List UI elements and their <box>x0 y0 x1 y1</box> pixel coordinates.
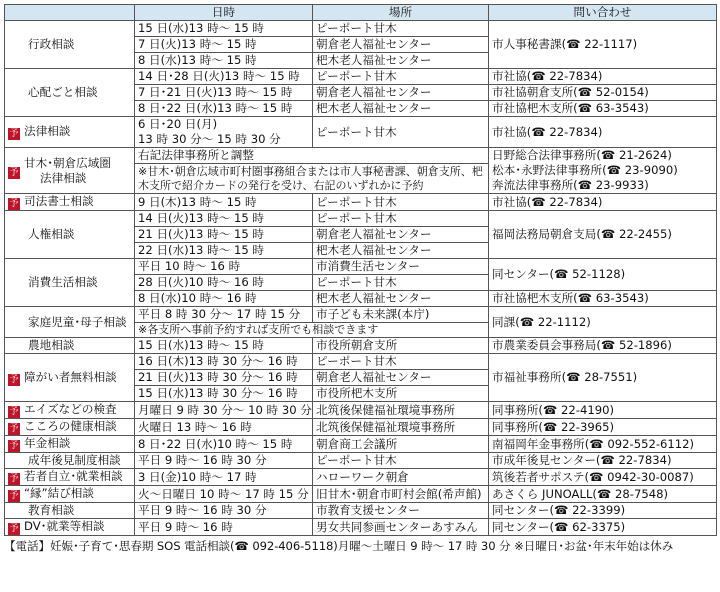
contact-cell <box>489 211 717 259</box>
contact-cell <box>489 194 717 211</box>
contact-cell <box>489 453 717 469</box>
contact-cell <box>489 117 717 148</box>
header-category <box>5 5 135 21</box>
place-cell: 朝倉老人福祉センター <box>313 37 489 53</box>
contact-cell <box>489 307 717 338</box>
reservation-badge-icon: 予 <box>9 407 19 417</box>
category-label: 人権相談 <box>28 227 75 241</box>
reservation-badge-icon: 予 <box>9 199 19 209</box>
table-row <box>5 211 717 227</box>
category-label: こころの健康相談 <box>24 419 117 433</box>
place-cell: ピーポート甘木 <box>313 194 489 211</box>
table-row <box>5 259 717 275</box>
table-row <box>5 21 717 37</box>
place-cell: ピーポート甘木 <box>313 354 489 370</box>
contact-cell <box>489 402 717 419</box>
category-cell <box>5 503 135 519</box>
date-cell: 月曜日 9 時 30 分～ 10 時 30 分 <box>135 402 313 419</box>
date-cell: 右記法律事務所と調整 <box>135 148 489 164</box>
contact-line: 日野総合法律事務所(☎ 21-2624) <box>492 148 672 162</box>
category-cell <box>5 148 135 194</box>
contact-cell <box>489 354 717 402</box>
category-label: 年金相談 <box>24 436 71 450</box>
category-label: 若者自立･就業相談 <box>24 469 123 483</box>
table-row <box>5 69 717 85</box>
table-row <box>5 354 717 370</box>
place-cell: 男女共同参画センターあすみん <box>313 519 489 536</box>
reservation-badge-icon: 予 <box>9 168 19 178</box>
contact-cell: 市社協杷木支所(☎ 63-3543) <box>489 101 717 117</box>
header-contact: 問い合わせ <box>489 5 717 21</box>
reservation-badge-icon: 予 <box>9 424 19 434</box>
contact-line: 筑後若者サポステ(☎ 0942-30-0087) <box>492 469 694 484</box>
date-line: 6 日･20 日(月) <box>138 117 218 131</box>
category-cell <box>5 338 135 354</box>
date-cell: 22 日(水)13 時～ 15 時 <box>135 243 313 259</box>
date-cell: 15 日(水)13 時～ 15 時 <box>135 21 313 37</box>
table-row <box>5 469 717 486</box>
contact-line: 奔流法律事務所(☎ 23-9933) <box>492 178 649 192</box>
contact-line: 同事務所(☎ 22-3965) <box>492 419 614 434</box>
date-cell: 3 日(金)10 時～ 17 時 <box>135 469 313 486</box>
place-cell: ピーポート甘木 <box>313 275 489 291</box>
category-cell <box>5 194 135 211</box>
contact-line: 同課(☎ 22-1112) <box>492 314 591 329</box>
category-cell <box>5 519 135 536</box>
date-line: 13 時 30 分～ 15 時 30 分 <box>138 132 281 146</box>
category-cell <box>5 211 135 259</box>
table-row <box>5 486 717 503</box>
place-cell: 朝倉商工会議所 <box>313 436 489 453</box>
reservation-badge-icon: 予 <box>9 441 19 451</box>
contact-cell: 市社協杷木支所(☎ 63-3543) <box>489 291 717 307</box>
category-label: エイズなどの検査 <box>24 402 117 416</box>
table-row <box>5 402 717 419</box>
place-cell: 旧甘木･朝倉市町村会館(希声館) <box>313 486 489 503</box>
table-row <box>5 117 717 148</box>
place-cell: 朝倉老人福祉センター <box>313 85 489 101</box>
date-cell: 8 日(水)10 時～ 16 時 <box>135 291 313 307</box>
date-cell: 28 日(火)10 時～ 16 時 <box>135 275 313 291</box>
place-cell: 市役所朝倉支所 <box>313 338 489 354</box>
date-cell: 8 日(水)13 時～ 15 時 <box>135 53 313 69</box>
category-label-line: 甘木･朝倉広域圏 <box>24 155 111 170</box>
place-cell: 杷木老人福祉センター <box>313 101 489 117</box>
place-cell: 杷木老人福祉センター <box>313 291 489 307</box>
table-row <box>5 419 717 436</box>
header-date: 日時 <box>135 5 313 21</box>
footer-note: 【電話】妊娠･子育て･思春期 SOS 電話相談(☎ 092-406-5118)月曜～土曜日 9 時～ 17 時 30 分 ※日曜日･お盆･年末年始は休み <box>4 539 674 553</box>
reservation-badge-icon: 予 <box>9 491 19 501</box>
contact-line: 同事務所(☎ 22-4190) <box>492 402 614 417</box>
category-cell <box>5 117 135 148</box>
contact-cell <box>489 486 717 503</box>
place-cell: ピーポート甘木 <box>313 21 489 37</box>
contact-cell <box>489 519 717 536</box>
contact-line: 市社協(☎ 22-7834) <box>492 194 603 209</box>
category-cell <box>5 354 135 402</box>
category-cell <box>5 259 135 307</box>
contact-line: 松本･永野法律事務所(☎ 23-9090) <box>492 163 678 177</box>
category-cell <box>5 402 135 419</box>
reservation-badge-icon: 予 <box>9 129 19 139</box>
table-row <box>5 453 717 469</box>
header-place: 場所 <box>313 5 489 21</box>
date-cell <box>135 117 313 148</box>
contact-cell: 同センター(☎ 52-1128) <box>489 259 717 291</box>
contact-line: 市社協(☎ 22-7834) <box>492 124 603 139</box>
date-cell: 8 日･22 日(水)13 時～ 15 時 <box>135 101 313 117</box>
place-cell: 朝倉老人福祉センター <box>313 227 489 243</box>
date-cell: 平日 9 時～ 16 時 30 分 <box>135 503 313 519</box>
contact-line: 市農業委員会事務局(☎ 52-1896) <box>492 338 672 352</box>
place-cell: 北筑後保健福祉環境事務所 <box>313 402 489 419</box>
date-cell: 15 日(水)13 時～ 15 時 <box>135 338 313 354</box>
note-cell: ※各支所へ事前予約すれば支所でも相談できます <box>135 323 489 338</box>
category-cell <box>5 486 135 503</box>
place-cell: 市役所杷木支所 <box>313 386 489 402</box>
reservation-badge-icon: 予 <box>9 374 19 385</box>
date-cell: 平日 9 時～ 16 時 <box>135 519 313 536</box>
category-cell <box>5 307 135 338</box>
table-row <box>5 436 717 453</box>
reservation-badge-icon: 予 <box>9 474 19 484</box>
category-label-line: 法律相談 <box>40 170 87 185</box>
category-label: “縁”結び相談 <box>24 486 94 500</box>
category-label: 家庭児童･母子相談 <box>28 314 127 329</box>
category-label: 農地相談 <box>28 338 75 352</box>
reservation-badge-icon: 予 <box>9 524 19 534</box>
category-cell <box>5 453 135 469</box>
place-cell: 市子ども未来課(本庁) <box>313 307 489 323</box>
date-cell: 21 日(火)13 時～ 15 時 <box>135 227 313 243</box>
date-cell: 14 日･28 日(火)13 時～ 15 時 <box>135 69 313 85</box>
place-cell: 朝倉老人福祉センター <box>313 370 489 386</box>
category-label: 司法書士相談 <box>24 194 94 208</box>
table-row <box>5 338 717 354</box>
category-cell <box>5 469 135 486</box>
contact-cell <box>489 148 717 194</box>
contact-cell <box>489 419 717 436</box>
category-label: DV･就業等相談 <box>24 519 105 533</box>
date-cell: 平日 10 時～ 16 時 <box>135 259 313 275</box>
place-cell: 市消費生活センター <box>313 259 489 275</box>
place-cell: ピーポート甘木 <box>313 117 489 148</box>
date-cell: 16 日(木)13 時 30 分～ 16 時 <box>135 354 313 370</box>
contact-line: 南福岡年金事務所(☎ 092-552-6112) <box>492 436 695 451</box>
place-cell: ピーポート甘木 <box>313 211 489 227</box>
contact-cell <box>489 469 717 486</box>
date-cell: 21 日(火)13 時 30 分～ 16 時 <box>135 370 313 386</box>
header-row <box>5 5 717 21</box>
place-cell: ピーポート甘木 <box>313 453 489 469</box>
place-cell: ピーポート甘木 <box>313 69 489 85</box>
date-cell: 7 日･21 日(火)13 時～ 15 時 <box>135 85 313 101</box>
category-label: 消費生活相談 <box>28 275 98 289</box>
place-cell: 北筑後保健福祉環境事務所 <box>313 419 489 436</box>
contact-line: 同センター(☎ 62-3375) <box>492 519 626 534</box>
category-cell <box>5 69 135 117</box>
contact-cell <box>489 338 717 354</box>
category-cell <box>5 436 135 453</box>
place-cell: ハローワーク朝倉 <box>313 469 489 486</box>
date-cell: 火～日曜日 10 時～ 17 時 15 分 <box>135 486 313 503</box>
place-cell: 杷木老人福祉センター <box>313 243 489 259</box>
date-cell: 平日 8 時 30 分～ 17 時 15 分 <box>135 307 313 323</box>
contact-cell <box>489 503 717 519</box>
category-label: 教育相談 <box>28 503 75 517</box>
date-cell: 火曜日 13 時～ 16 時 <box>135 419 313 436</box>
category-cell <box>5 21 135 69</box>
table-row <box>5 148 717 164</box>
contact-line: 市成年後見センター(☎ 22-7834) <box>492 453 672 467</box>
table-row <box>5 519 717 536</box>
contact-line: あさくら JUNOALL(☎ 28-7548) <box>492 486 669 501</box>
schedule-table <box>4 4 717 536</box>
category-label <box>24 156 111 186</box>
contact-cell: 市社協朝倉支所(☎ 52-0154) <box>489 85 717 101</box>
category-cell <box>5 419 135 436</box>
contact-cell <box>489 436 717 453</box>
date-cell: 14 日(火)13 時～ 15 時 <box>135 211 313 227</box>
contact-cell: 市社協(☎ 22-7834) <box>489 69 717 85</box>
category-label: 成年後見制度相談 <box>28 453 121 467</box>
contact-cell <box>489 21 717 69</box>
category-label: 行政相談 <box>28 37 75 51</box>
schedule-body <box>5 21 717 536</box>
date-cell: 15 日(水)13 時 30 分～ 16 時 <box>135 386 313 402</box>
category-label: 法律相談 <box>24 124 71 138</box>
place-cell: 杷木老人福祉センター <box>313 53 489 69</box>
place-cell: 市教育支援センター <box>313 503 489 519</box>
table-row <box>5 194 717 211</box>
contact-line: 市福祉事務所(☎ 28-7551) <box>492 370 638 384</box>
category-label: 障がい者無料相談 <box>24 369 117 384</box>
date-cell: 8 日･22 日(水)10 時～ 15 時 <box>135 436 313 453</box>
contact-line: 市人事秘書課(☎ 22-1117) <box>492 37 638 51</box>
contact-line: 福岡法務局朝倉支局(☎ 22-2455) <box>492 227 672 241</box>
consultation-schedule <box>4 4 716 554</box>
table-row <box>5 307 717 323</box>
table-row <box>5 503 717 519</box>
date-cell: 9 日(木)13 時～ 15 時 <box>135 194 313 211</box>
date-cell: 平日 9 時～ 16 時 30 分 <box>135 453 313 469</box>
date-cell: 7 日(火)13 時～ 15 時 <box>135 37 313 53</box>
contact-line: 同センター(☎ 22-3399) <box>492 503 626 517</box>
note-cell: ※甘木･朝倉広域市町村圏事務組合または市人事秘書課、朝倉支所、杷木支所で紹介カードの発行を受け、右記のいずれかに予約 <box>135 164 489 194</box>
category-label: 心配ごと相談 <box>28 85 98 99</box>
